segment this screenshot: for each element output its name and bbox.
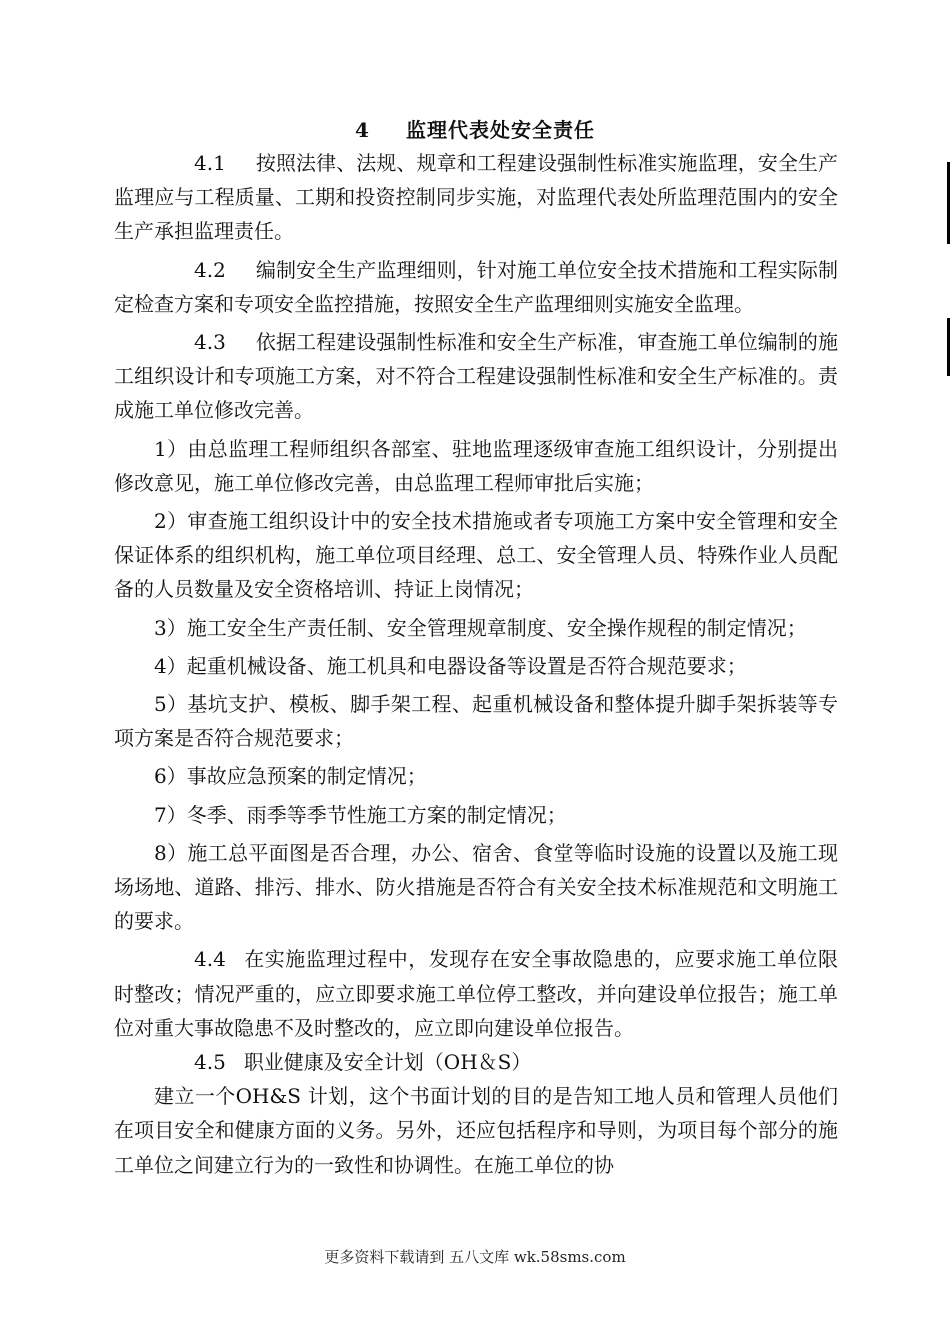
clause-text: 在实施监理过程中，发现存在安全事故隐患的，应要求施工单位限时整改；情况严重的，应立即要求施工单位停工整改，并向建设单位报告；施工单位对重大事故隐患不及时整改的，应立即向建设单位报告。	[114, 947, 838, 1040]
footer-source-note: 更多资料下载请到 五八文库 wk.58sms.com	[324, 1248, 626, 1266]
clause-number: 4.3	[194, 330, 226, 355]
list-item: 2）审查施工组织设计中的安全技术措施或者专项施工方案中安全管理和安全保证体系的组织机构，施工单位项目经理、总工、安全管理人员、特殊作业人员配备的人员数量及安全资格培训、持证上岗情况；	[114, 509, 838, 602]
list-item: 5）基坑支护、模板、脚手架工程、起重机械设备和整体提升脚手架拆装等专项方案是否符合规范要求；	[114, 692, 838, 751]
clause-text: 编制安全生产监理细则，针对施工单位安全技术措施和工程实际制定检查方案和专项安全监控措施，按照安全生产监理细则实施安全监理。	[114, 257, 838, 316]
paragraph-4-5	[114, 1045, 838, 1079]
section-heading-number: 4	[355, 118, 370, 142]
clause-text: 按照法律、法规、规章和工程建设强制性标准实施监理，安全生产监理应与工程质量、工期和投资控制同步实施，对监理代表处所监理范围内的安全生产承担监理责任。	[114, 151, 838, 244]
clause-number: 4.2	[194, 257, 226, 282]
clause-number: 4.4	[194, 947, 226, 972]
list-item: 6）事故应急预案的制定情况；	[154, 764, 427, 789]
clause-number: 4.5	[194, 1050, 226, 1075]
clause-text: 职业健康及安全计划（OH＆S）	[243, 1050, 532, 1075]
paragraph-4-2	[114, 253, 838, 321]
list-item: 7）冬季、雨季等季节性施工方案的制定情况；	[154, 802, 567, 827]
document-body	[114, 146, 838, 1182]
list-item: 1）由总监理工程师组织各部室、驻地监理逐级审查施工组织设计，分别提出修改意见，施工单位修改完善，由总监理工程师审批后实施；	[114, 436, 838, 495]
paragraph-4-1	[114, 146, 838, 249]
clause-text: 依据工程建设强制性标准和安全生产标准，审查施工单位编制的施工组织设计和专项施工方案，对不符合工程建设强制性标准和安全生产标准的。责成施工单位修改完善。	[114, 330, 838, 423]
paragraph-4-5-body: 建立一个OH&S 计划，这个书面计划的目的是告知工地人员和管理人员他们在项目安全和健康方面的义务。另外，还应包括程序和导则，为项目每个部分的施工单位之间建立行为的一致性和协调性。在施工单位的协	[114, 1084, 838, 1177]
section-heading	[0, 114, 950, 143]
paragraph-4-3	[114, 325, 838, 428]
list-item: 3）施工安全生产责任制、安全管理规章制度、安全操作规程的制定情况；	[154, 615, 807, 640]
list-item: 4）起重机械设备、施工机具和电器设备等设置是否符合规范要求；	[154, 653, 747, 678]
paragraph-4-4	[114, 942, 838, 1045]
list-item: 8）施工总平面图是否合理，办公、宿舍、食堂等临时设施的设置以及施工现场场地、道路、排污、排水、防火措施是否符合有关安全技术标准规范和文明施工的要求。	[114, 840, 838, 934]
clause-number: 4.1	[194, 151, 226, 175]
section-heading-text: 监理代表处安全责任	[405, 118, 595, 142]
